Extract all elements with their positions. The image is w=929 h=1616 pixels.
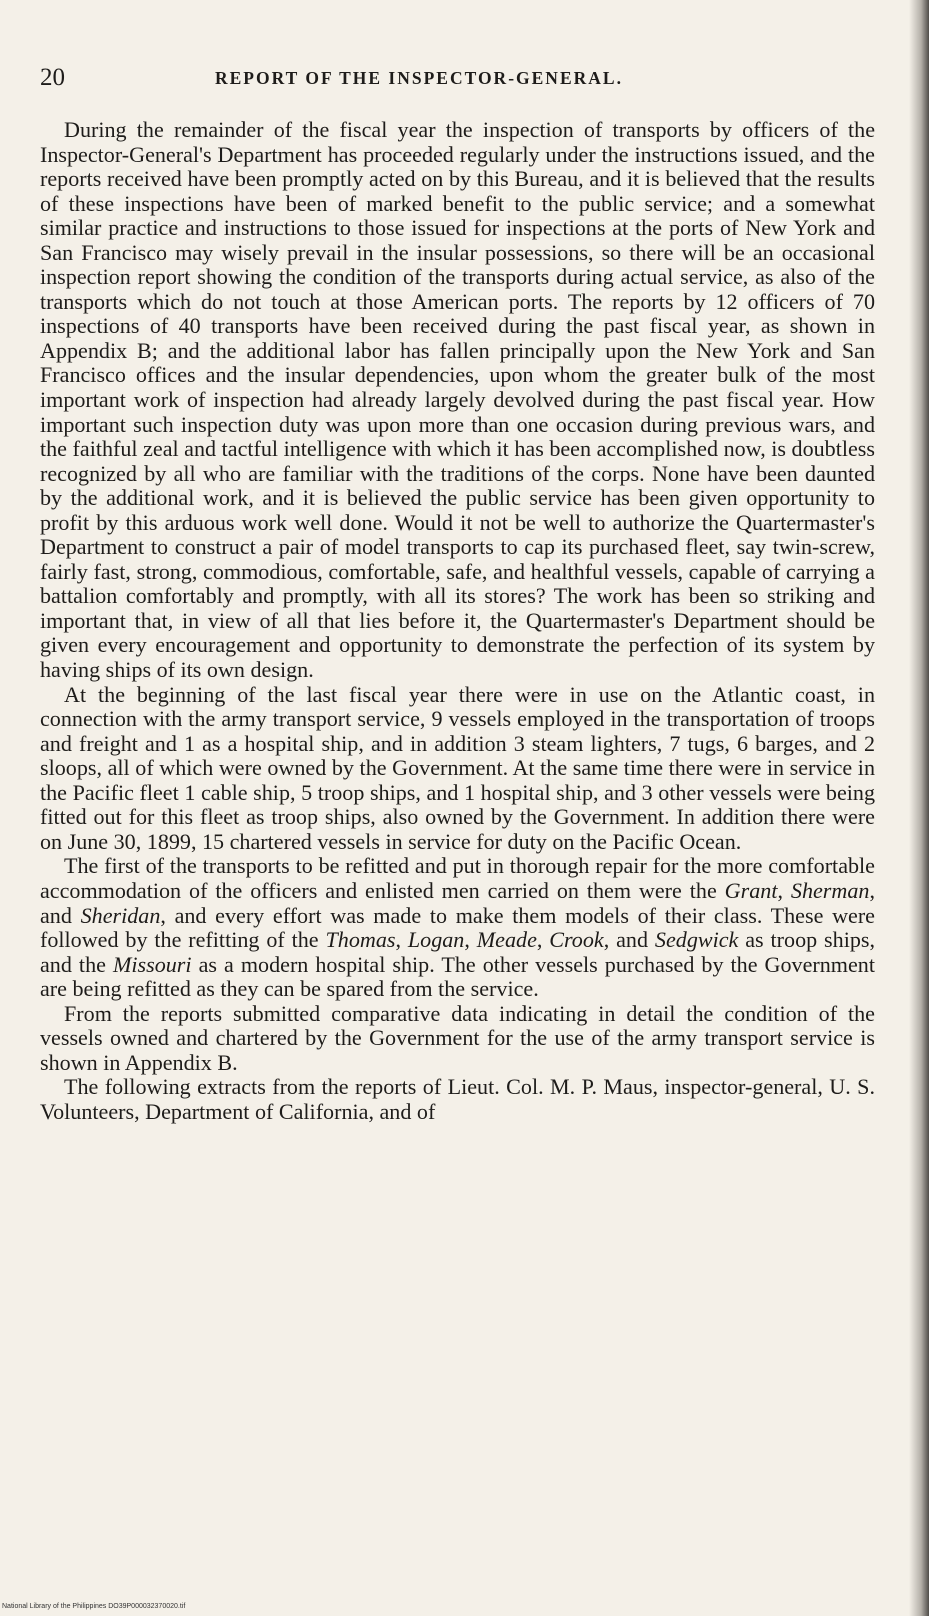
paragraph-extracts-intro	[40, 1075, 875, 1124]
paragraph-text: The first of the transports to be refitted and put in thorough repair for the more comfortable accommodation of the officers and enlisted men carried on them were the	[40, 853, 875, 903]
paragraph-comparative-data	[40, 1002, 875, 1076]
ship-name: Crook	[549, 927, 604, 953]
running-head: REPORT OF THE INSPECTOR-GENERAL.	[215, 68, 623, 88]
paragraph-text: The following extracts from the reports of Lieut. Col. M. P. Maus, inspector-general, U. S. Volunteers, Department of California, and of	[40, 1074, 875, 1124]
paragraph-text: ,	[464, 927, 477, 953]
ship-name: Missouri	[112, 951, 192, 977]
paragraph-text: , and	[603, 927, 655, 953]
ship-name: Sheridan	[80, 902, 161, 928]
ship-name: Meade	[476, 927, 537, 953]
paragraph-text: ,	[777, 877, 791, 903]
ship-name: Sherman	[790, 877, 870, 903]
scan-footer-note: National Library of the Philippines DO39P000032370020.tif	[2, 1603, 186, 1610]
paragraph-text: At the beginning of the last fiscal year there were in use on the Atlantic coast, in connection with the army transport service, 9 vessels employed in the transportation of troops and freight and 1 as a hospital ship, and in addition 3 steam lighters, 7 tugs, 6 barges, and 2 sloops, all of which were owned by the Government. At the same time there were in service in the Pacific fleet 1 cable ship, 5 troop ships, and 1 hospital ship, and 3 other vessels were being fitted out for this fleet as troop ships, also owned by the Government. In addition there were on June 30, 1899, 15 chartered vessels in service for duty on the Pacific Ocean.	[40, 681, 875, 854]
paragraph-fleet-inventory	[40, 683, 875, 855]
paragraph-text: ,	[536, 927, 550, 953]
paragraph-text: , and	[40, 877, 875, 928]
page-edge-shadow	[909, 0, 929, 1616]
body-text	[40, 118, 875, 1124]
page-header	[40, 64, 870, 94]
ship-name: Sedgwick	[654, 927, 739, 953]
paragraph-text: as troop ships, and the	[40, 927, 875, 977]
paragraph-text: During the remainder of the fiscal year the inspection of transports by officers of the Inspector-General's Department has proceeded regularly under the instructions issued, and the reports received have been promptly acted on by this Bureau, and it is believed that the results of these inspections have been of marked benefit to the public service; and a somewhat similar practice and instructions to those issued for inspections at the ports of New York and San Francisco may wisely prevail in the insular possessions, so there will be an occasional inspection report showing the condition of the transports during actual service, as also of the transports which do not touch at those American ports. The reports by 12 officers of 70 inspections of 40 transports have been received during the past fiscal year, as shown in Appendix B; and the additional labor has fallen principally upon the New York and San Francisco offices and the insular dependencies, upon whom the greater bulk of the most important work of inspection had already largely devolved during the past fiscal year. How important such inspection duty was upon more than one occasion during previous wars, and the faithful zeal and tactful intelligence with which it has been accomplished now, is doubtless recognized by all who are familiar with the traditions of the corps. None have been daunted by the additional work, and it is believed the public service has been given opportunity to profit by this arduous work well done. Would it not be well to authorize the Quartermaster's Department to construct a pair of model transports to cap its purchased fleet, say twin-screw, fairly fast, strong, commodious, comfortable, safe, and healthful vessels, capable of carrying a battalion comfortably and promptly, with all its stores? The work has been so striking and important that, in view of all that lies before it, the Quartermaster's Department should be given every encouragement and opportunity to demonstrate the perfection of its system by having ships of its own design.	[40, 117, 875, 683]
paragraph-refitting	[40, 854, 875, 1001]
paragraph-text: as a modern hospital ship. The other vessels purchased by the Government are being refitted as they can be spared from the service.	[40, 951, 875, 1002]
paragraph-text: From the reports submitted comparative data indicating in detail the condition of the vessels owned and chartered by the Government for the use of the army transport service is shown in Appendix B.	[40, 1000, 875, 1075]
ship-name: Logan	[407, 927, 465, 953]
page-number: 20	[40, 64, 65, 91]
ship-name: Grant	[724, 877, 778, 903]
paragraph-text: ,	[395, 927, 408, 953]
ship-name: Thomas	[325, 927, 396, 953]
paragraph-transport-inspections	[40, 118, 875, 683]
paragraph-text: , and every effort was made to make them models of their class. These were followed by the refitting of the	[40, 902, 875, 953]
